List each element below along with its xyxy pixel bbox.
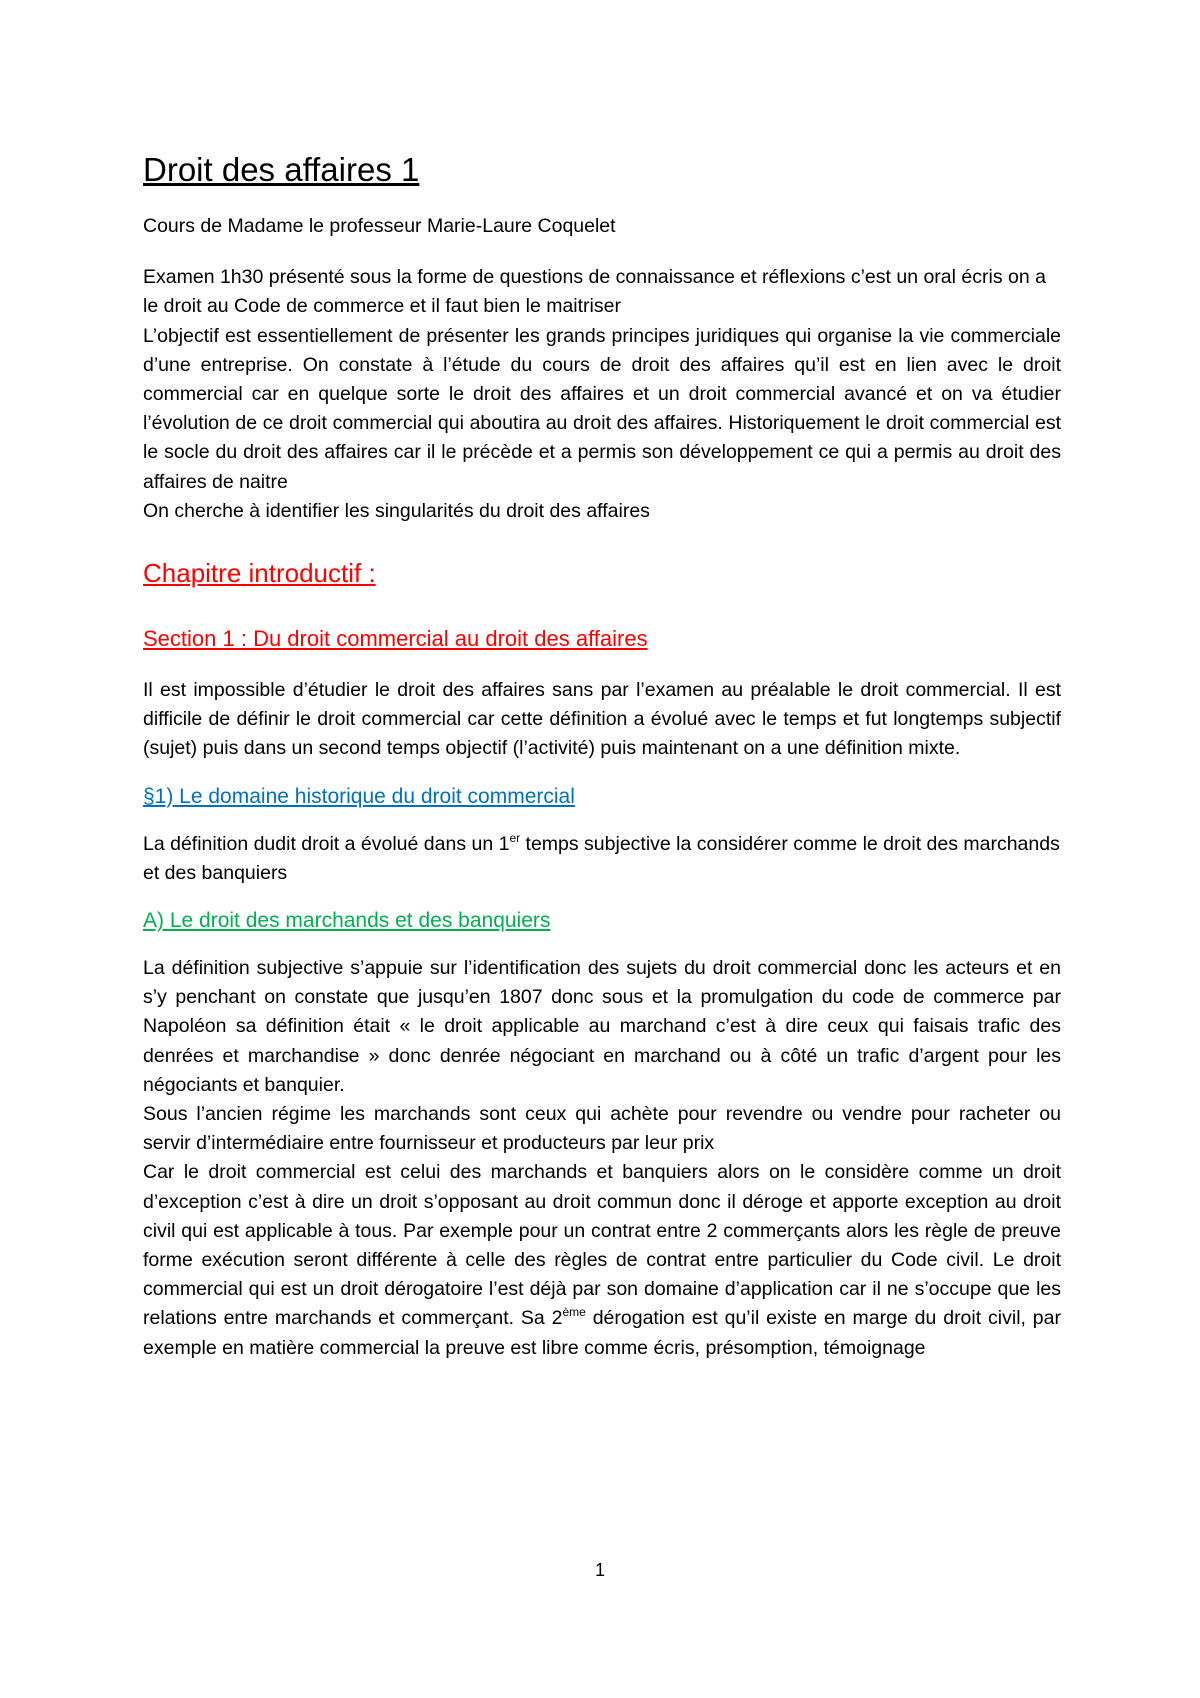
- chapter-heading: Chapitre introductif :: [143, 558, 376, 589]
- subsection-a-paragraph-3: [143, 1158, 1061, 1362]
- superscript-er: er: [509, 830, 521, 845]
- subsection-a-paragraph-3-start: Car le droit commercial est celui des marchands et banquiers alors on le considère comme un droit d’exception c’est à dire un droit s’opposant au droit commun donc il déroge et apporte exception au droit civil qui est applicable à tous. Par exemple pour un contrat entre 2 commerçants alors les règle de preuve forme exécution seront différente à celle des règles de contrat entre particulier du Code civil. Le droit commercial qui est un droit dérogatoire l’est déjà par son domaine d’application car il ne s’occupe que les relations entre marchands et commerçant. Sa 2: [143, 1161, 1061, 1330]
- paragraph-1-text-start: La définition dudit droit a évolué dans un 1: [143, 832, 510, 855]
- objective-paragraph: L’objectif est essentiellement de présenter les grands principes juridiques qui organise la vie commerciale d’une entreprise. On constate à l’étude du cours de droit des affaires qu’il est en lien avec le droit commercial car en quelque sorte le droit des affaires et un droit commercial avancé et on va étudier l’évolution de ce droit commercial qui aboutira au droit des affaires. Historiquement le droit commercial est le socle du droit des affaires car il le précède et a permis son développement ce qui a permis au droit des affaires de naitre: [143, 324, 1061, 493]
- exam-paragraph: Examen 1h30 présenté sous la forme de questions de connaissance et réflexions c’est un oral écris on a le droit au Code de commerce et il faut bien le maitriser: [143, 266, 1046, 318]
- paragraph-1-text-end: temps subjective la considérer comme le droit des marchands et des banquiers: [143, 832, 1060, 884]
- subsection-a-paragraph-1: La définition subjective s’appuie sur l’identification des sujets du droit commercial donc les acteurs et en s’y penchant on constate que jusqu’en 1807 donc sous et la promulgation du code de commerce par Napoléon sa définition était « le droit applicable au marchand c’est à dire ceux qui faisais trafic des denrées et marchandise » donc denrée négociant en marchand ou à côté un trafic d’argent pour les négociants et banquier.: [143, 957, 1061, 1096]
- paragraph-1-heading: §1) Le domaine historique du droit commercial: [143, 784, 575, 808]
- superscript-eme: ème: [562, 1305, 586, 1320]
- page-number: 1: [594, 1560, 605, 1580]
- subsection-a-paragraph-3-end: dérogation est qu’il existe en marge du droit civil, par exemple en matière commercial la preuve est libre comme écris, présomption, témoignage: [143, 1307, 1061, 1359]
- document-title: Droit des affaires 1: [143, 151, 420, 188]
- section-1-paragraph: Il est impossible d’étudier le droit des affaires sans par l’examen au préalable le droit commercial. Il est difficile de définir le droit commercial car cette définition a évolué avec le temps et fut longtemps subjectif (sujet) puis dans un second temps objectif (l’activité) puis maintenant on a une définition mixte.: [143, 679, 1061, 760]
- course-line: Cours de Madame le professeur Marie-Laure Coquelet: [143, 215, 616, 237]
- subsection-a-heading: A) Le droit des marchands et des banquiers: [143, 909, 551, 933]
- page-content: [143, 150, 1061, 1363]
- paragraph-1-text: [143, 830, 1061, 888]
- singularities-paragraph: On cherche à identifier les singularités du droit des affaires: [143, 499, 650, 522]
- subsection-a-paragraph-2: Sous l’ancien régime les marchands sont ceux qui achète pour revendre ou vendre pour racheter ou servir d’intermédiaire entre fournisseur et producteurs par leur prix: [143, 1103, 1061, 1155]
- section-1-heading: Section 1 : Du droit commercial au droit des affaires: [143, 626, 648, 652]
